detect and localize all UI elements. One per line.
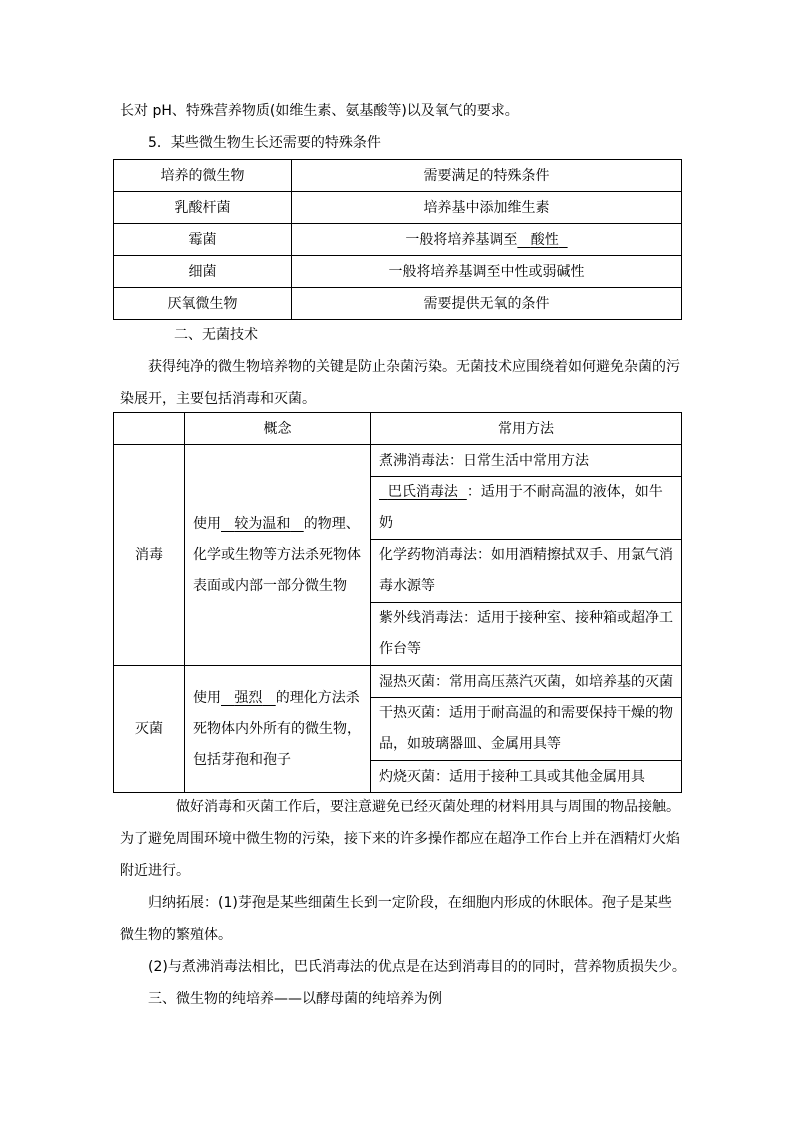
organism-cell: 霉菌: [114, 224, 292, 256]
method-cell: 灼烧灭菌：适用于接种工具或其他金属用具: [371, 761, 682, 793]
table-row: [114, 192, 682, 224]
table-row: [114, 224, 682, 256]
paragraph-line: 为了避免周围环境中微生物的污染，接下来的许多操作都应在超净工作台上并在酒精灯火焰: [120, 831, 680, 847]
fill-blank-answer: 较为温和: [234, 515, 291, 532]
section-2-title: 二、无菌技术: [174, 327, 258, 343]
summary-line: 微生物的繁殖体。: [120, 927, 232, 943]
table-row: [114, 288, 682, 320]
table2-header-concept: 概念: [185, 413, 371, 445]
fill-blank-answer: 酸性: [530, 231, 559, 248]
sterilize-concept: 使用 强烈 的理化方法杀 死物体内外所有的微生物， 包括芽孢和孢子: [185, 666, 371, 793]
condition-prefix: 一般将培养基调至: [405, 231, 518, 248]
organism-cell: 细菌: [114, 256, 292, 288]
paragraph-line: 做好消毒和灭菌工作后，要注意避免已经灭菌处理的材料用具与周围的物品接触。: [176, 799, 680, 815]
paragraph-line: 染展开，主要包括消毒和灭菌。: [120, 391, 316, 407]
method-cell: 干热灭菌：适用于耐高温的和需要保持干燥的物 品，如玻璃器皿、金属用具等: [371, 698, 682, 761]
method-cell: 湿热灭菌：常用高压蒸汽灭菌，如培养基的灭菌: [371, 666, 682, 698]
condition-cell: 需要提供无氧的条件: [292, 288, 682, 320]
table1-header-condition: 需要满足的特殊条件: [292, 160, 682, 192]
condition-cell: 一般将培养基调至中性或弱碱性: [292, 256, 682, 288]
table1-header-organism: 培养的微生物: [114, 160, 292, 192]
summary-line: 归纳拓展：(1)芽孢是某些细菌生长到一定阶段，在细胞内形成的休眠体。孢子是某些: [148, 895, 672, 911]
organism-cell: 乳酸杆菌: [114, 192, 292, 224]
condition-cell: [292, 224, 682, 256]
condition-cell: 培养基中添加维生素: [292, 192, 682, 224]
paragraph-line: 获得纯净的微生物培养物的关键是防止杂菌污染。无菌技术应围绕着如何避免杂菌的污: [148, 359, 680, 375]
section-5-title: 5．某些微生物生长还需要的特殊条件: [148, 135, 381, 151]
method-cell: 巴氏消毒法 ：适用于不耐高温的液体，如牛 奶: [371, 477, 682, 540]
table-row: [114, 256, 682, 288]
section-3-title: 三、微生物的纯培养——以酵母菌的纯培养为例: [148, 991, 442, 1007]
fill-blank-answer: 强烈: [234, 689, 263, 706]
paragraph-line: 附近进行。: [120, 863, 190, 879]
disinfect-label: 消毒: [114, 445, 185, 666]
sterile-technique-table: [113, 412, 682, 793]
special-conditions-table: [113, 159, 682, 320]
table2-header-empty: [114, 413, 185, 445]
organism-cell: 厌氧微生物: [114, 288, 292, 320]
method-cell: 化学药物消毒法：如用酒精擦拭双手、用氯气消 毒水源等: [371, 540, 682, 603]
intro-line: 长对 pH、特殊营养物质(如维生素、氨基酸等)以及氧气的要求。: [120, 103, 519, 119]
disinfect-concept: 使用 较为温和 的物理、 化学或生物等方法杀死物体 表面或内部一部分微生物: [185, 445, 371, 666]
method-cell: 煮沸消毒法：日常生活中常用方法: [371, 445, 682, 477]
method-cell: 紫外线消毒法：适用于接种室、接种箱或超净工 作台等: [371, 603, 682, 666]
table2-header-methods: 常用方法: [371, 413, 682, 445]
summary-line: (2)与煮沸消毒法相比，巴氏消毒法的优点是在达到消毒目的的同时，营养物质损失少。: [148, 959, 686, 975]
fill-blank-answer: 巴氏消毒法: [387, 484, 458, 500]
sterilize-label: 灭菌: [114, 666, 185, 793]
